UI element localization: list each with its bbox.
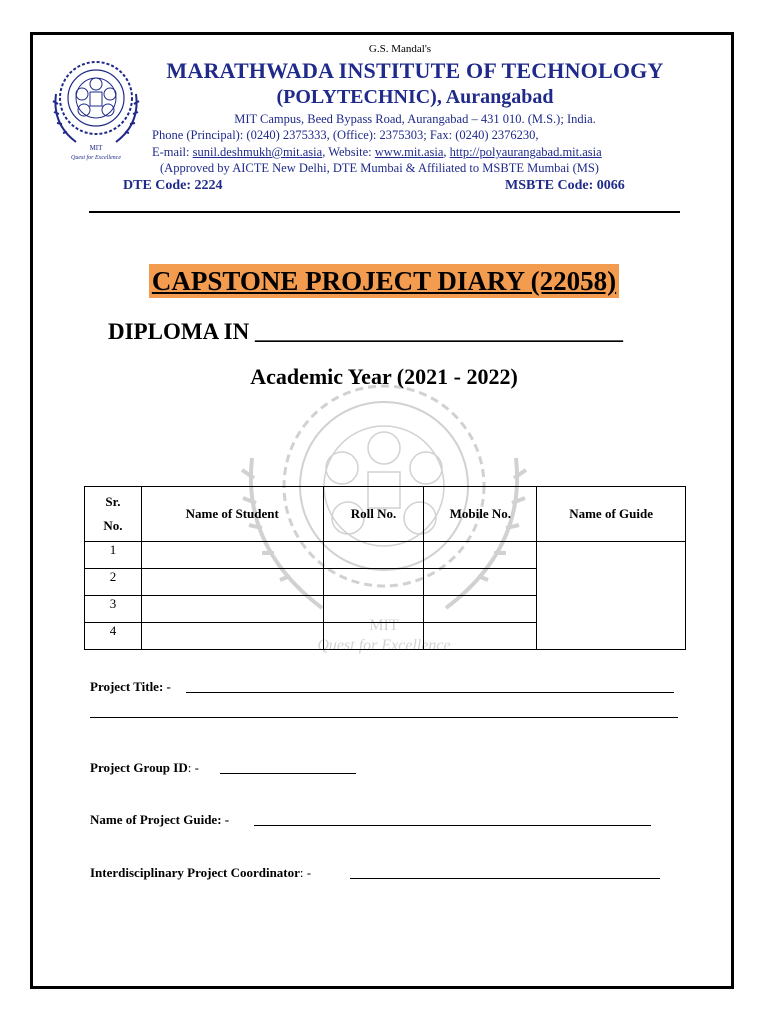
header-sr-line1: Sr. [105, 494, 121, 509]
table-row [85, 542, 686, 569]
roll-no-cell[interactable] [323, 569, 424, 596]
institute-logo [46, 54, 146, 164]
header-guide: Name of Guide [537, 487, 686, 542]
row-number: 2 [85, 569, 142, 596]
mobile-no-cell[interactable] [424, 542, 537, 569]
header-divider [89, 211, 680, 213]
group-members-table [84, 486, 686, 650]
group-id-label-rest: : - [187, 760, 199, 775]
roll-no-cell[interactable] [323, 542, 424, 569]
website-link[interactable]: www.mit.asia [374, 145, 444, 159]
header-roll: Roll No. [323, 487, 424, 542]
institute-name: MARATHWADA INSTITUTE OF TECHNOLOGY [166, 58, 664, 83]
coordinator-line[interactable] [350, 878, 660, 879]
table-header-row [85, 487, 686, 542]
mobile-no-cell[interactable] [424, 569, 537, 596]
project-guide-line[interactable] [254, 825, 651, 826]
group-id-label [90, 760, 199, 776]
logo-motto: Quest for Excellence [71, 155, 121, 161]
coordinator-label-rest: : - [299, 865, 312, 880]
project-guide-label: Name of Project Guide: - [90, 812, 230, 827]
project-title-line-1[interactable] [186, 692, 674, 693]
student-name-cell[interactable] [141, 596, 323, 623]
header-sr-line2: No. [103, 518, 123, 533]
msbte-code: MSBTE Code: 0066 [505, 178, 625, 193]
coordinator-label [90, 865, 311, 881]
phone-line: Phone (Principal): (0240) 2375333, (Office): 2375303; Fax: (0240) 2376230, [152, 128, 539, 142]
diploma-line: DIPLOMA IN ________________________________ [108, 319, 623, 344]
watermark-caption: MIT [369, 617, 399, 634]
email-label: E-mail: [152, 145, 193, 159]
row-number: 1 [85, 542, 142, 569]
address: MIT Campus, Beed Bypass Road, Aurangabad – 431 010. (M.S.); India. [234, 112, 596, 126]
roll-no-cell[interactable] [323, 623, 424, 650]
student-name-cell[interactable] [141, 542, 323, 569]
coordinator-label-bold: Interdisciplinary Project Coordinator [90, 865, 300, 880]
header-sr-no [85, 487, 142, 542]
website-label: , Website: [322, 145, 375, 159]
student-name-cell[interactable] [141, 623, 323, 650]
academic-year: Academic Year (2021 - 2022) [250, 364, 518, 389]
logo-caption: MIT [89, 144, 103, 152]
title-wrap [0, 264, 768, 298]
project-title-label: Project Title: - [90, 679, 171, 694]
mobile-no-cell[interactable] [424, 596, 537, 623]
header-mobile: Mobile No. [424, 487, 537, 542]
contact-line [152, 145, 602, 160]
guide-name-cell[interactable] [537, 542, 686, 650]
dte-code: DTE Code: 2224 [123, 178, 223, 193]
email-link[interactable]: sunil.deshmukh@mit.asia [192, 145, 323, 159]
polytechnic-name: (POLYTECHNIC), Aurangabad [276, 86, 554, 108]
page-title: CAPSTONE PROJECT DIARY (22058) [149, 264, 619, 298]
mobile-no-cell[interactable] [424, 623, 537, 650]
header-student: Name of Student [141, 487, 323, 542]
group-id-label-bold: Project Group ID [90, 760, 188, 775]
link-separator: , [443, 145, 450, 159]
roll-no-cell[interactable] [323, 596, 424, 623]
mandal-name: G.S. Mandal's [368, 43, 432, 55]
student-name-cell[interactable] [141, 569, 323, 596]
watermark-motto: Quest for Excellence [317, 637, 451, 654]
row-number: 4 [85, 623, 142, 650]
approval-line: (Approved by AICTE New Delhi, DTE Mumbai & Affiliated to MSBTE Mumbai (MS) [160, 161, 599, 175]
project-title-line-2[interactable] [90, 717, 678, 718]
website-link-2[interactable]: http://polyaurangabad.mit.asia [449, 145, 602, 159]
row-number: 3 [85, 596, 142, 623]
group-id-line[interactable] [220, 773, 356, 774]
